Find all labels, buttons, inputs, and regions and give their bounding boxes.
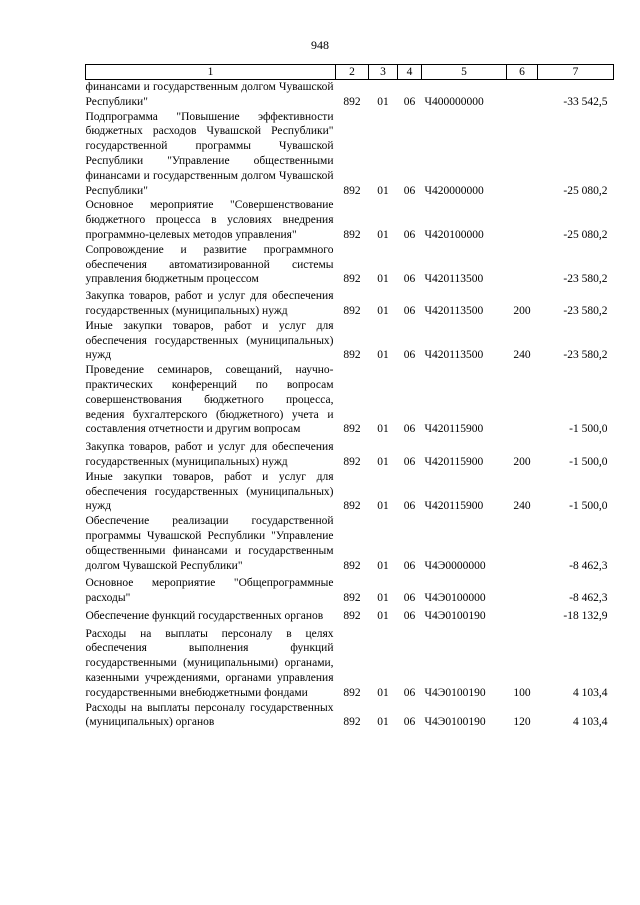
row-subsection-code: 06: [403, 716, 416, 729]
row-section-code: 01: [377, 500, 389, 513]
row-target-article: Ч420113500: [424, 349, 484, 362]
row-expense-type: 100: [513, 686, 531, 699]
row-description: Закупка товаров, работ и услуг для обеспечения государственных (муниципальных) нужд: [85, 290, 334, 317]
row-target-article: Ч420000000: [424, 184, 484, 197]
row-grbs-code: 892: [343, 592, 361, 605]
row-grbs-code: 892: [343, 716, 361, 729]
row-grbs-code: 892: [343, 686, 361, 699]
row-grbs-code: 892: [343, 228, 361, 241]
row-amount: -23 580,2: [563, 349, 608, 362]
row-description: Расходы на выплаты персоналу в целях обеспечения выполнения функций государственными (муниципальными) органами, казенными учреждениями, органами управления государственными внебюджетными фондами: [85, 627, 334, 699]
row-subsection-code: 06: [403, 500, 416, 513]
row-description: Иные закупки товаров, работ и услуг для обеспечения государственных (муниципальных) нужд: [85, 470, 334, 513]
row-description: Иные закупки товаров, работ и услуг для обеспечения государственных (муниципальных) нужд: [85, 319, 334, 362]
row-section-code: 01: [377, 273, 389, 286]
column-header-1: 1: [86, 65, 336, 80]
column-header-6: 6: [507, 65, 538, 80]
row-target-article: Ч4Э0100190: [424, 716, 486, 729]
row-amount: -23 580,2: [563, 273, 608, 286]
row-target-article: Ч4Э0100190: [424, 609, 486, 622]
row-grbs-code: 892: [343, 349, 361, 362]
row-description: Основное мероприятие "Общепрограммные расходы": [85, 577, 334, 605]
row-amount: -18 132,9: [563, 609, 608, 622]
row-target-article: Ч4Э0000000: [424, 559, 486, 572]
row-section-code: 01: [377, 228, 389, 241]
row-description: финансами и государственным долгом Чувашской Республики": [85, 81, 334, 108]
row-section-code: 01: [377, 423, 389, 436]
row-target-article: Ч420115900: [424, 423, 484, 436]
table-row: [86, 514, 614, 573]
row-description: Обеспечение функций государственных органов: [85, 609, 324, 622]
row-amount: -8 462,3: [569, 559, 608, 572]
row-amount: -25 080,2: [563, 228, 608, 241]
row-expense-type: 120: [513, 716, 531, 729]
row-target-article: Ч400000000: [424, 95, 484, 108]
row-subsection-code: 06: [403, 95, 416, 108]
row-description: Закупка товаров, работ и услуг для обеспечения государственных (муниципальных) нужд: [85, 441, 334, 468]
row-grbs-code: 892: [343, 184, 361, 197]
row-amount: 4 103,4: [573, 716, 608, 729]
table-row: [86, 470, 614, 514]
column-header-5: 5: [422, 65, 507, 80]
row-grbs-code: 892: [343, 609, 361, 622]
row-grbs-code: 892: [343, 273, 361, 286]
row-expense-type: [507, 363, 538, 437]
row-expense-type: 200: [513, 304, 531, 317]
row-section-code: 01: [377, 304, 389, 317]
row-amount: -1 500,0: [569, 423, 608, 436]
row-amount: -8 462,3: [569, 592, 608, 605]
table-body: [86, 80, 614, 731]
column-header-3: 3: [369, 65, 398, 80]
row-amount: 4 103,4: [573, 686, 608, 699]
row-subsection-code: 06: [403, 592, 416, 605]
row-subsection-code: 06: [403, 455, 416, 468]
row-subsection-code: 06: [403, 228, 416, 241]
row-target-article: Ч4Э0100000: [424, 592, 486, 605]
row-subsection-code: 06: [403, 559, 416, 572]
row-expense-type: [507, 80, 538, 110]
row-grbs-code: 892: [343, 423, 361, 436]
column-header-4: 4: [398, 65, 422, 80]
table-row: [86, 573, 614, 606]
table-row: [86, 437, 614, 470]
table-row: [86, 606, 614, 624]
table-row: [86, 198, 614, 242]
row-expense-type: 200: [513, 455, 531, 468]
row-description: Проведение семинаров, совещаний, научно-практических конференций по вопросам совершенствования бюджетного процесса, ведения бухгалтерского (бюджетного) учета и составления отчетности и другим вопросам: [85, 364, 334, 436]
row-subsection-code: 06: [403, 686, 416, 699]
row-section-code: 01: [377, 609, 389, 622]
table-header: [86, 65, 614, 80]
row-expense-type: [507, 606, 538, 624]
row-description: Сопровождение и развитие программного обеспечения автоматизированной системы управления бюджетным процессом: [85, 243, 334, 286]
row-subsection-code: 06: [403, 273, 416, 286]
row-section-code: 01: [377, 184, 389, 197]
table-row: [86, 319, 614, 363]
row-target-article: Ч420113500: [424, 273, 484, 286]
row-section-code: 01: [377, 686, 389, 699]
row-target-article: Ч420100000: [424, 228, 484, 241]
row-subsection-code: 06: [403, 349, 416, 362]
row-section-code: 01: [377, 95, 389, 108]
row-subsection-code: 06: [403, 609, 416, 622]
row-target-article: Ч4Э0100190: [424, 686, 486, 699]
column-header-7: 7: [538, 65, 614, 80]
row-subsection-code: 06: [403, 423, 416, 436]
table-row: [86, 624, 614, 701]
row-expense-type: [507, 198, 538, 242]
table-row: [86, 363, 614, 437]
row-description: Основное мероприятие "Совершенствование бюджетного процесса в условиях внедрения программно-целевых методов управления": [85, 199, 334, 241]
row-section-code: 01: [377, 455, 389, 468]
row-section-code: 01: [377, 559, 389, 572]
table-row: [86, 80, 614, 110]
row-expense-type: 240: [513, 500, 531, 513]
table-row: [86, 287, 614, 319]
row-grbs-code: 892: [343, 455, 361, 468]
row-amount: -25 080,2: [563, 184, 608, 197]
table-row: [86, 701, 614, 731]
row-grbs-code: 892: [343, 304, 361, 317]
row-amount: -33 542,5: [563, 95, 608, 108]
row-section-code: 01: [377, 592, 389, 605]
budget-table: [85, 64, 614, 730]
row-expense-type: [507, 573, 538, 606]
row-expense-type: [507, 243, 538, 287]
row-grbs-code: 892: [343, 500, 361, 513]
column-header-2: 2: [336, 65, 369, 80]
row-amount: -1 500,0: [569, 455, 608, 468]
row-expense-type: [507, 110, 538, 199]
row-description: Расходы на выплаты персоналу государственных (муниципальных) органов: [85, 701, 334, 729]
row-target-article: Ч420115900: [424, 455, 484, 468]
row-amount: -1 500,0: [569, 500, 608, 513]
row-description: Подпрограмма "Повышение эффективности бюджетных расходов Чувашской Республики" государственной программы Чувашской Республики "Управление общественными финансами и государственным долгом Чувашской Республики": [85, 110, 334, 197]
row-subsection-code: 06: [403, 184, 416, 197]
page-number: 948: [311, 38, 329, 52]
row-grbs-code: 892: [343, 95, 361, 108]
table-row: [86, 110, 614, 199]
table-row: [86, 243, 614, 287]
row-amount: -23 580,2: [563, 304, 608, 317]
row-section-code: 01: [377, 349, 389, 362]
row-expense-type: [507, 514, 538, 573]
row-grbs-code: 892: [343, 559, 361, 572]
row-section-code: 01: [377, 716, 389, 729]
row-target-article: Ч420115900: [424, 500, 484, 513]
row-subsection-code: 06: [403, 304, 416, 317]
row-expense-type: 240: [513, 349, 531, 362]
row-target-article: Ч420113500: [424, 304, 484, 317]
row-description: Обеспечение реализации государственной программы Чувашской Республики "Управление общественными финансами и государственным долгом Чувашской Республики": [85, 515, 334, 572]
